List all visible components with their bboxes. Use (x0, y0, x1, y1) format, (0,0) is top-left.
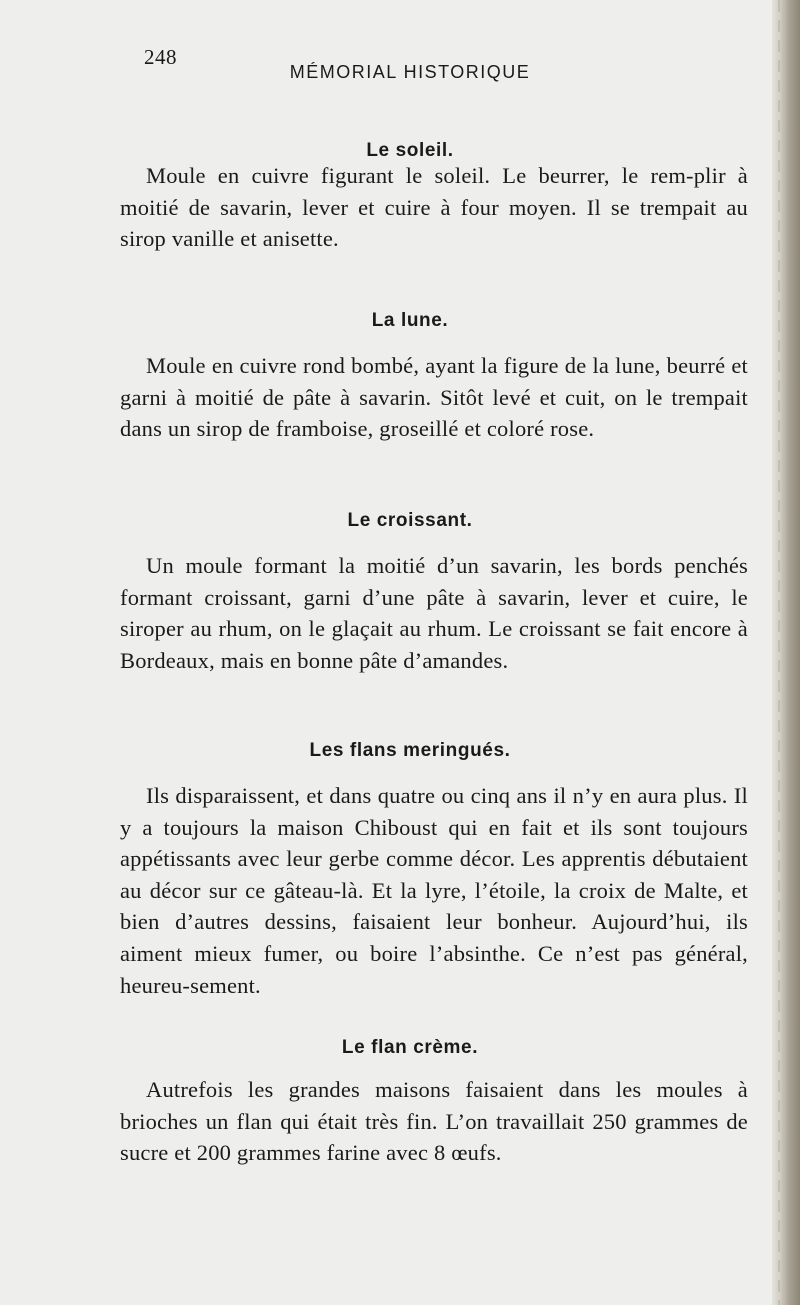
section-heading-flans-meringues: Les flans meringués. (309, 740, 511, 761)
section-heading-croissant: Le croissant. (347, 510, 473, 531)
section-text-flan-creme: Autrefois les grandes maisons faisaient dans les moules à brioches un flan qui était très fin. L’on travaillait 250 grammes de sucre et 200 grammes farine avec 8 œufs. (120, 1077, 748, 1166)
section-text-croissant: Un moule formant la moitié d’un savarin, les bords penchés formant croissant, garni d’une pâte à savarin, lever et cuire, le siroper au rhum, on le glaçait au rhum. Le croissant se fait encore à Bordeaux, mais en bonne pâte d’amandes. (120, 553, 748, 673)
section-heading-soleil: Le soleil. (366, 140, 454, 161)
section-heading-flan-creme: Le flan crème. (341, 1037, 479, 1058)
page-edge-shadow (772, 0, 800, 1305)
page-number: 248 (144, 45, 177, 69)
section-text-lune: Moule en cuivre rond bombé, ayant la figure de la lune, beurré et garni à moitié de pâte à savarin. Sitôt levé et cuit, on le trempait dans un sirop de framboise, groseillé et coloré rose. (120, 353, 748, 442)
section-text-soleil: Moule en cuivre figurant le soleil. Le beurrer, le rem-plir à moitié de savarin, lever et cuire à four moyen. Il se trempait au sirop vanille et anisette. (120, 163, 748, 252)
section-text-flans-meringues: Ils disparaissent, et dans quatre ou cinq ans il n’y en aura plus. Il y a toujours la maison Chiboust qui en fait et ils sont toujours appétissants avec leur gerbe comme décor. Les apprentis débutaient au décor sur ce gâteau-là. Et la lyre, l’étoile, la croix de Malte, et bien d’autres dessins, faisaient leur bonheur. Aujourd’hui, ils aiment mieux fumer, ou boire l’absinthe. Ce n’est pas général, heureu-sement. (120, 783, 748, 998)
running-head: MÉMORIAL HISTORIQUE (289, 62, 531, 82)
section-heading-lune: La lune. (371, 310, 449, 331)
